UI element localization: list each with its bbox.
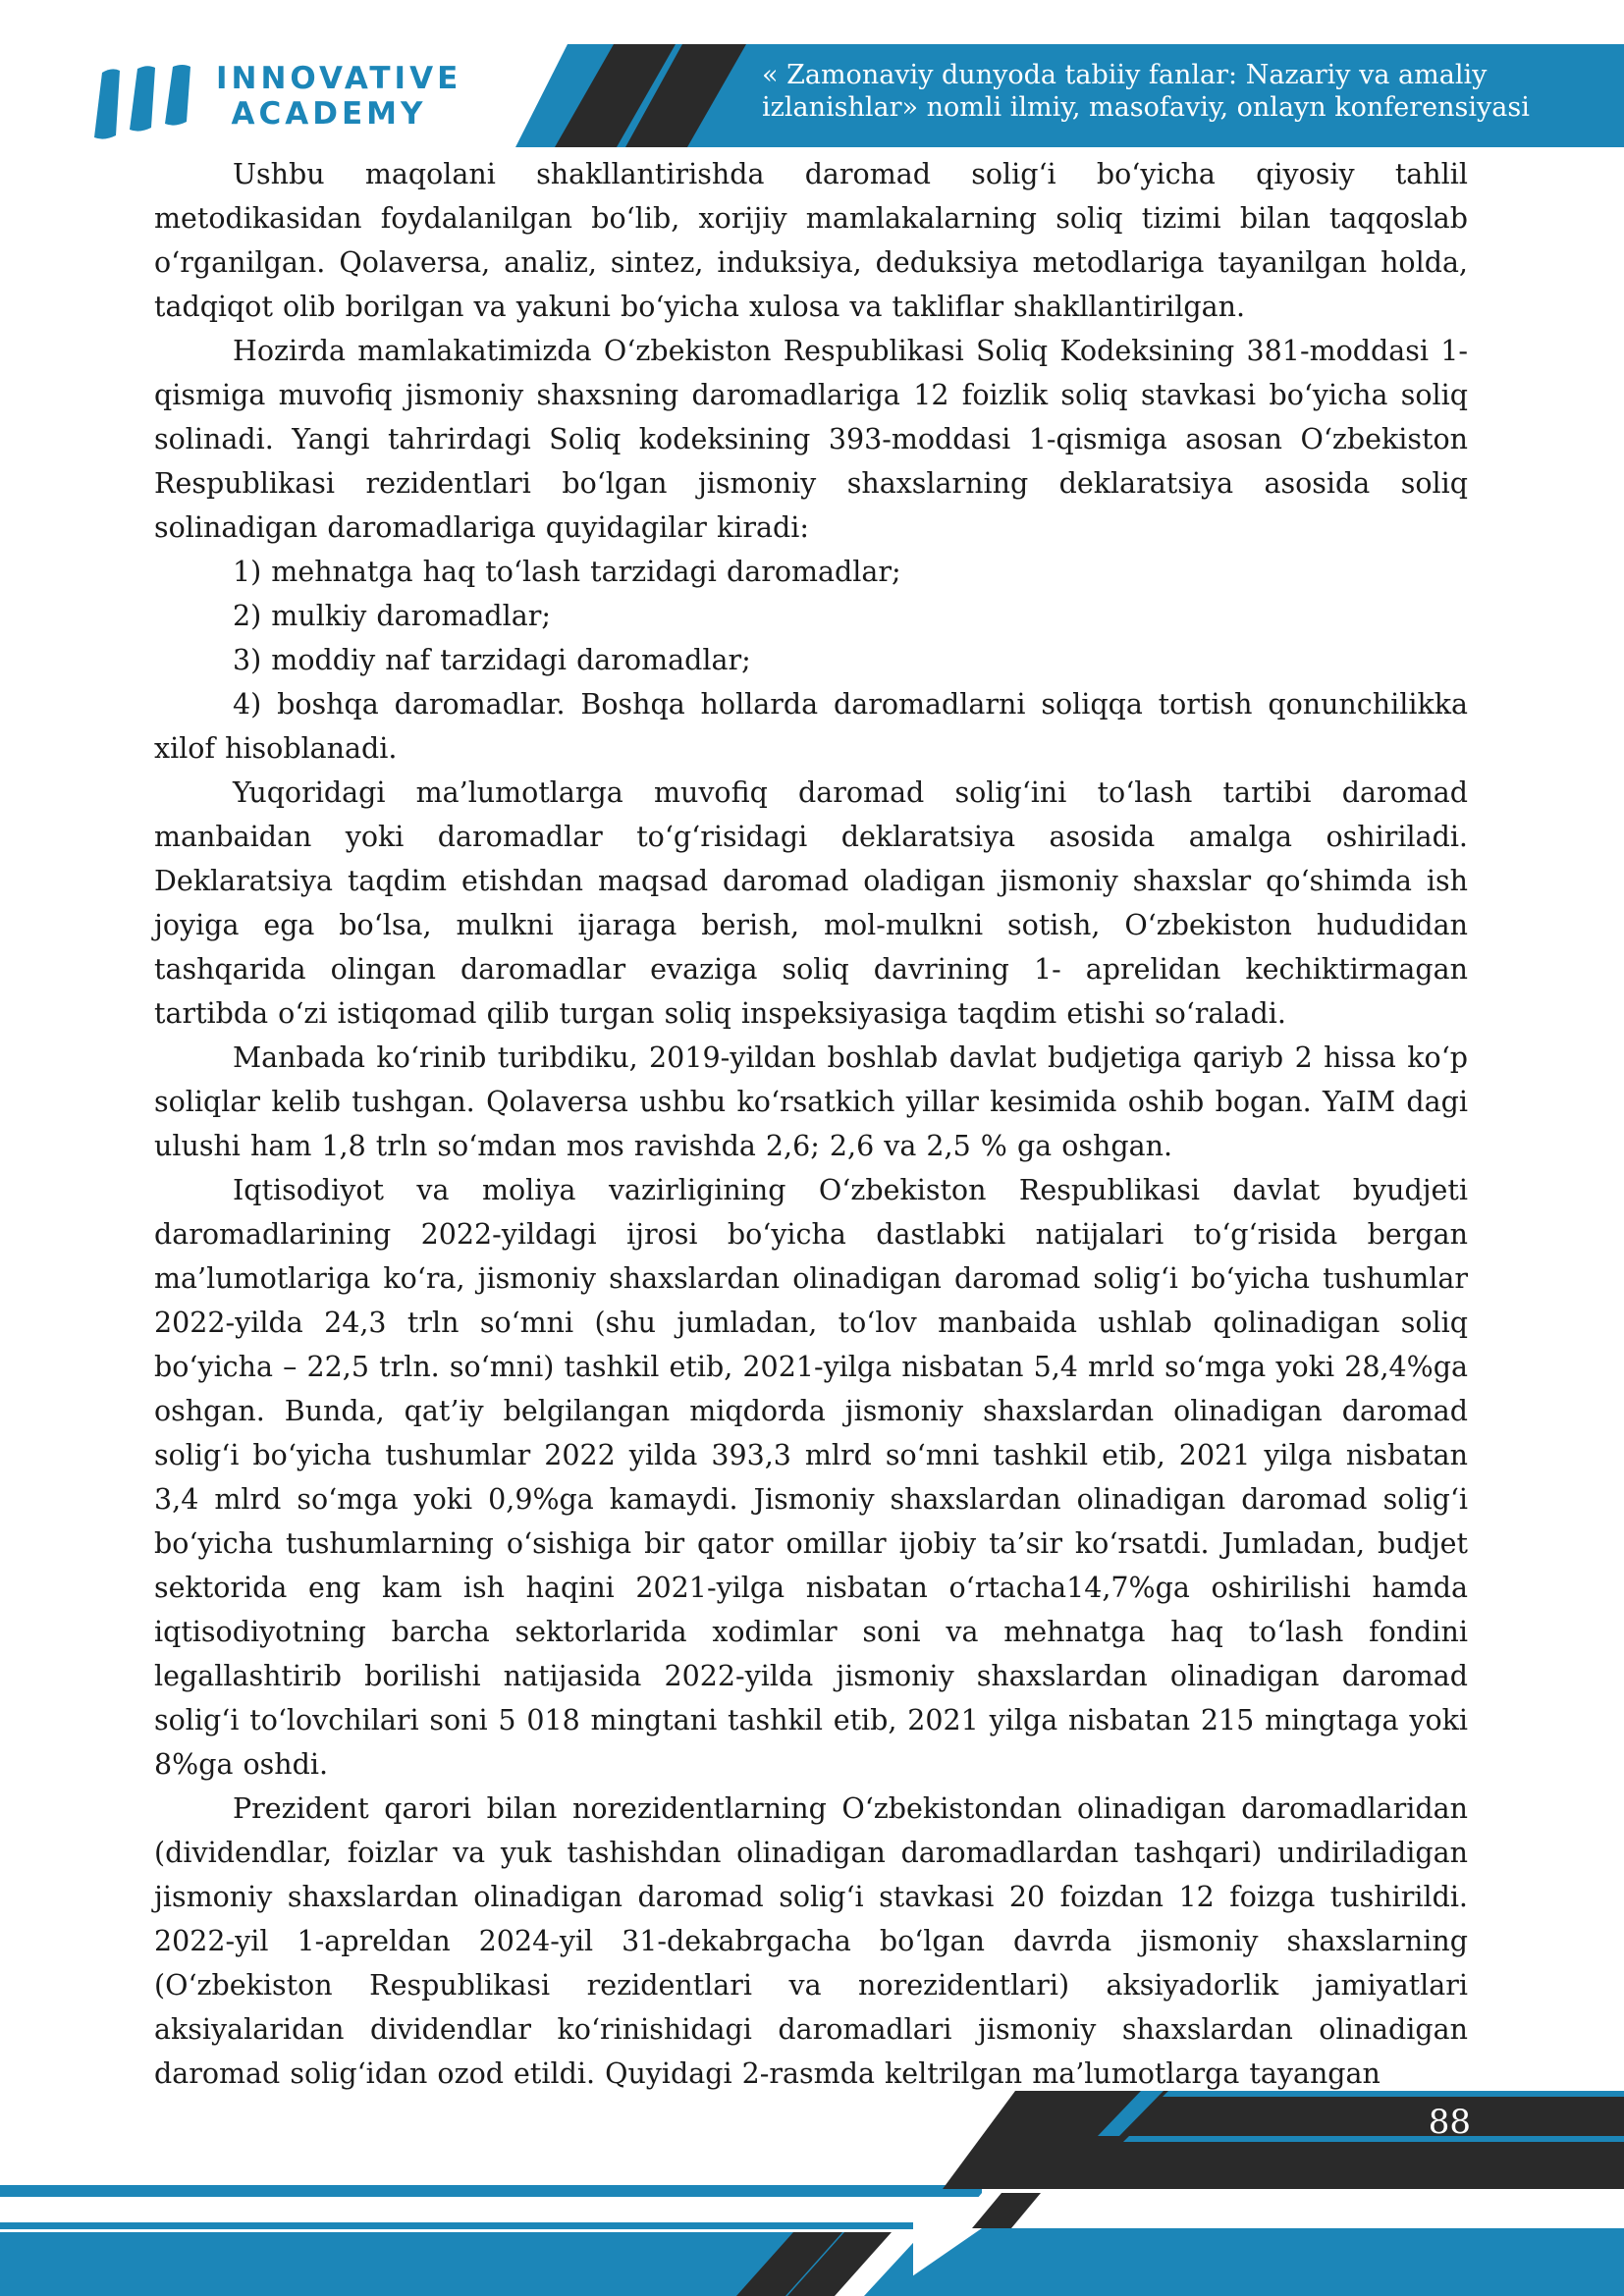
logo-mark-icon: [90, 65, 208, 143]
paragraph-tax-code: Hozirda mamlakatimizda O‘zbekiston Respublikasi Soliq Kodeksining 381-moddasi 1-qismiga muvofiq jismoniy shaxsning daromadlariga 12 foizlik soliq stavkasi bo‘yicha soliq solinadi. Yangi tahrirdagi Soliq kodeksining 393-moddasi 1-qismiga asosan O‘zbekiston Respublikasi rezidentlari bo‘lgan jismoniy shaxslarning deklaratsiya asosida soliq solinadigan daromadlariga quyidagilar kiradi:: [154, 335, 1468, 544]
paragraph-budget: Manbada ko‘rinib turibdiku, 2019-yildan boshlab davlat budjetiga qariyb 2 hissa ko‘p soliqlar kelib tushgan. Qolaversa ushbu ko‘rsatkich yillar kesimida oshib bogan. YaIM dagi ulushi ham 1,8 trln so‘mdan mos ravishda 2,6; 2,6 va 2,5 % ga oshgan.: [154, 1041, 1468, 1162]
page-number: 88: [1428, 2103, 1471, 2142]
list-item-2: 2) mulkiy daromadlar;: [233, 600, 551, 632]
list-item-1: 1) mehnatga haq to‘lash tarzidagi daromadlar;: [233, 556, 901, 588]
footer-banner: [0, 2091, 1624, 2296]
paragraph-methodology: Ushbu maqolani shakllantirishda daromad solig‘i bo‘yicha qiyosiy tahlil metodikasidan foydalanilgan bo‘lib, xorijiy mamlakalarning soliq tizimi bilan taqqoslab o‘rganilgan. Qolaversa, analiz, sintez, induksiya, deduksiya metodlariga tayanilgan holda, tadqiqot olib borilgan va yakuni bo‘yicha xulosa va takliflar shakllantirilgan.: [154, 158, 1468, 323]
list-item-4: 4) boshqa daromadlar. Boshqa hollarda daromadlarni soliqqa tortish qonunchilikka xilof hisoblanadi.: [154, 688, 1468, 765]
conference-title-line-2: izlanishlar» nomli ilmiy, masofaviy, onlayn konferensiyasi: [762, 92, 1530, 123]
logo-wordmark: [216, 61, 462, 132]
list-item-3: 3) moddiy naf tarzidagi daromadlar;: [233, 644, 751, 676]
conference-title-line-1: « Zamonaviy dunyoda tabiiy fanlar: Nazariy va amaliy: [762, 60, 1488, 90]
innovative-academy-logo: [90, 61, 462, 149]
conference-title: [762, 59, 1606, 124]
paragraph-presidential-decree: Prezident qarori bilan norezidentlarning O‘zbekistondan olinadigan daromadlaridan (dividendlar, foizlar va yuk tashishdan olinadigan daromadlardan tashqari) undiriladigan jismoniy shaxslardan olinadigan daromad solig‘i stavkasi 20 foizdan 12 foizga tushirildi. 2022-yil 1-apreldan 2024-yil 31-dekabrgacha bo‘lgan davrda jismoniy shaxslarning (O‘zbekiston Respublikasi rezidentlari va norezidentlari) aksiyadorlik jamiyatlari aksiyalaridan dividendlar ko‘rinishidagi daromadlari jismoniy shaxslardan olinadigan daromad solig‘idan ozod etildi. Quyidagi 2-rasmda keltrilgan ma’lumotlarga tayangan: [154, 1792, 1468, 2090]
article-body: [154, 152, 1468, 2096]
logo-line-1: INNOVATIVE: [216, 61, 462, 96]
logo-line-2: ACADEMY: [231, 96, 427, 132]
paragraph-ministry-data: Iqtisodiyot va moliya vazirligining O‘zbekiston Respublikasi davlat byudjeti daromadlarining 2022-yildagi ijrosi bo‘yicha dastlabki natijalari to‘g‘risida bergan ma’lumotlariga ko‘ra, jismoniy shaxslardan olinadigan daromad solig‘i bo‘yicha tushumlar 2022-yilda 24,3 trln so‘mni (shu jumladan, to‘lov manbaida ushlab qolinadigan soliq bo‘yicha – 22,5 trln. so‘mni) tashkil etib, 2021-yilga nisbatan 5,4 mrld so‘mga yoki 28,4%ga oshgan. Bunda, qat’iy belgilangan miqdorda jismoniy shaxslardan olinadigan daromad solig‘i bo‘yicha tushumlar 2022 yilda 393,3 mlrd so‘mni tashkil etib, 2021 yilga nisbatan 3,4 mlrd so‘mga yoki 0,9%ga kamaydi. Jismoniy shaxslardan olinadigan daromad solig‘i bo‘yicha tushumlarning o‘sishiga bir qator omillar ijobiy ta’sir ko‘rsatdi. Jumladan, budjet sektorida eng kam ish haqini 2021-yilga nisbatan o‘rtacha14,7%ga oshirilishi hamda iqtisodiyotning barcha sektorlarida xodimlar soni va mehnatga haq to‘lash fondini legallashtirib borilishi natijasida 2022-yilda jismoniy shaxslardan olinadigan daromad solig‘i to‘lovchilari soni 5 018 mingtani tashkil etib, 2021 yilga nisbatan 215 mingtaga yoki 8%ga oshdi.: [154, 1174, 1468, 1781]
paragraph-declaration: Yuqoridagi ma’lumotlarga muvofiq daromad solig‘ini to‘lash tartibi daromad manbaidan yoki daromadlar to‘g‘risidagi deklaratsiya asosida amalga oshiriladi. Deklaratsiya taqdim etishdan maqsad daromad oladigan jismoniy shaxslar qo‘shimda ish joyiga ega bo‘lsa, mulkni ijaraga berish, mol-mulkni sotish, O‘zbekiston hududidan tashqarida olingan daromadlar evaziga soliq davrining 1- aprelidan kechiktirmagan tartibda o‘zi istiqomad qilib turgan soliq inspeksiyasiga taqdim etishi so‘raladi.: [154, 776, 1468, 1030]
